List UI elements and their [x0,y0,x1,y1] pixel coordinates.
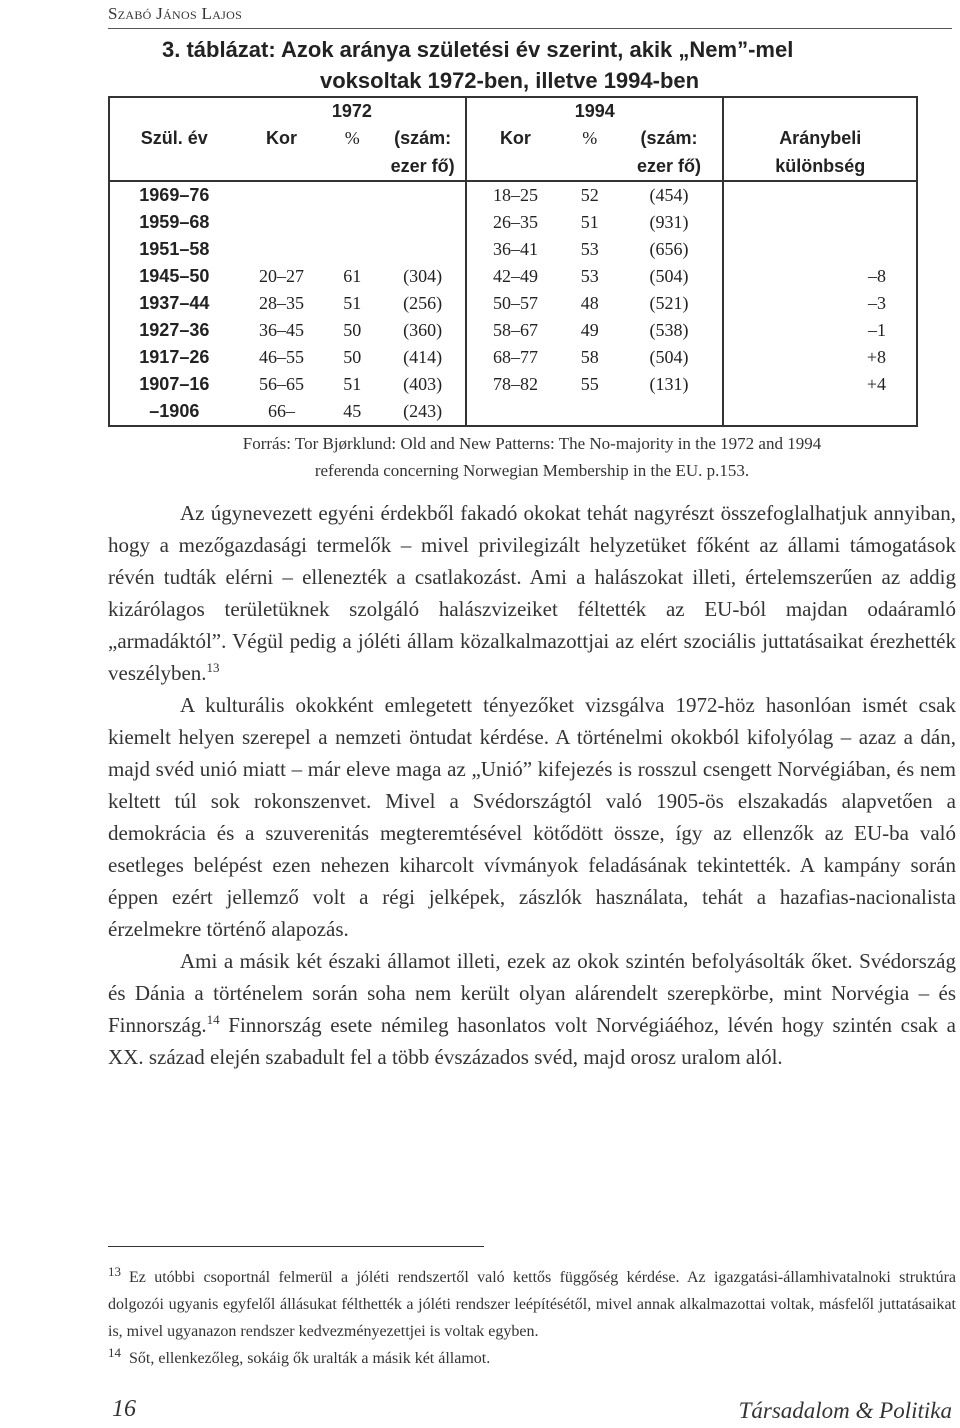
cell-diff [723,398,917,426]
paragraph-3-text-a: Ami a másik két északi államot illeti, ezek az okok szintén befolyásolták őket. Svédország és Dánia a történelem során soha nem került olyan alárendelt szerepkörbe, mint Norvégia – és Finnország. [108,949,956,1037]
table-row [109,344,917,371]
cell-n94: (931) [649,212,689,232]
cell-n72: (304) [403,266,443,286]
table-title-line-1: 3. táblázat: Azok aránya születési év szerint, akik „Nem”-mel [162,37,794,62]
cell-pct94: 49 [580,320,599,340]
cell-age94: 78–82 [466,371,564,398]
cell-pct72 [324,209,380,236]
cell-n94: (656) [649,239,689,259]
cell-pct94: 48 [580,293,599,313]
table-group-header [109,97,917,125]
group-header-1972: 1972 [331,101,372,122]
cell-n72: (403) [403,374,443,394]
cell-n94: (538) [649,320,689,340]
cell-pct72: 51 [343,374,362,394]
cell-pct94: 53 [580,266,599,286]
cell-year: 1937–44 [139,293,210,313]
cell-year: 1945–50 [139,266,210,286]
table-row [109,236,917,263]
cell-year: 1959–68 [139,212,210,232]
cell-pct94: 55 [580,374,599,394]
cell-age72: 28–35 [259,293,305,313]
header-count-1994: (szám: [640,128,698,149]
table-row [109,263,917,290]
cell-diff: +8 [723,344,917,371]
source-line-2: referenda concerning Norwegian Membership in the EU. p.153. [314,461,750,480]
cell-age94: 36–41 [466,236,564,263]
paragraph-3-text-b: Finnország esete némileg hasonlatos volt Norvégiáéhoz, lévén hogy szintén csak a XX. század elején szabadult fel a több évszázados svéd, majd orosz uralom alól. [108,1013,956,1069]
source-line-1: Forrás: Tor Bjørklund: Old and New Patterns: The No-majority in the 1972 and 1994 [242,434,822,453]
cell-age72 [239,181,325,209]
cell-n94: (521) [649,293,689,313]
header-diff-line-1: Aránybeli [779,128,862,148]
cell-age94: 42–49 [466,263,564,290]
paragraph [108,497,956,689]
footnote-ref-14[interactable]: 14 [206,1012,220,1027]
journal-name: Társadalom & Politika [738,1398,952,1423]
cell-diff: –1 [723,317,917,344]
paragraph [108,945,956,1073]
cell-n94: (131) [649,374,689,394]
table-row [109,181,917,209]
cell-n72: (243) [403,401,443,421]
paragraph-1-text: Az úgynevezett egyéni érdekből fakadó okokat tehát nagyrészt összefoglalhatjuk annyiban, hogy a mezőgazdasági termelők – mivel privilegizált helyzetüket főként az állami támogatások révén tudták elérni – ellenezték a csatlakozást. Ami a halászokat illeti, értelemszerűen az addig kizárólagos területüknek szolgáló halászvizeiket féltették az EU-ból majdan odaáramló „armadáktól”. Végül pedig a jóléti állam közalkalmazottjai az elért szociális juttatásaikat érezhették veszélyben. [108,501,956,685]
footnotes [108,1264,956,1372]
table-row [109,317,917,344]
table-row [109,398,917,426]
cell-n72 [380,236,466,263]
running-head: Szabó János Lajos [108,4,243,23]
cell-pct72: 50 [343,320,362,340]
footnote-13 [108,1264,956,1345]
cell-age94: 68–77 [466,344,564,371]
cell-year: 1951–58 [139,239,210,259]
cell-age94: 18–25 [466,181,564,209]
header-count-1994-unit: ezer fő) [616,153,724,181]
cell-age72: 20–27 [259,266,305,286]
header-count-1972: (szám: [394,128,452,149]
cell-year: –1906 [149,401,200,421]
table-source [108,430,956,484]
group-header-1994: 1994 [466,97,723,125]
cell-n72 [380,209,466,236]
cell-diff: +4 [723,371,917,398]
cell-age72 [239,236,325,263]
header-count-1972-unit: ezer fő) [380,153,466,181]
cell-year: 1969–76 [139,185,210,205]
header-rule [108,28,952,29]
cell-pct72: 51 [343,293,362,313]
footnote-ref-13[interactable]: 13 [206,660,220,675]
paragraph-2-text: A kulturális okokként emlegetett tényezőket vizsgálva 1972-höz hasonlóan ismét csak kiemelt helyen szerepel a nemzeti öntudat kérdése. A történelmi okokból kifolyólag – azaz a dán, majd svéd unió miatt – már eleve maga az „Unió” kifejezés is rosszul csengett Norvégiában, és nem keltett túl sok rokonszenvet. Mivel a Svédországtól való 1905-ös elszakadás alapvetően a demokrácia és a szuverenitás megteremtésével kötődött össze, így az ellenzők az EU-ba való esetleges belépést ezen nehezen kiharcolt vívmányok feladásának tekintették. A kampány során éppen ezért jellemző volt a régi jelképek, zászlók használata, tehát a hazafias-nacionalista érzelmekre történő alapozás. [108,693,956,941]
cell-n72 [380,181,466,209]
header-pct-1994: % [582,128,598,149]
cell-age94: 50–57 [466,290,564,317]
cell-age72: 46–55 [259,347,305,367]
cell-age72: 56–65 [259,374,305,394]
table-title-line-2: voksoltak 1972-ben, illetve 1994-ben [320,68,700,93]
table-title [108,34,956,96]
cell-age94: 26–35 [466,209,564,236]
cell-n94: (504) [649,347,689,367]
footnote-14 [108,1345,956,1372]
footnote-number: 13 [108,1263,121,1279]
cell-diff: –3 [723,290,917,317]
cell-pct72: 61 [343,266,362,286]
table-row [109,290,917,317]
cell-age94: 58–67 [466,317,564,344]
cell-pct94: 51 [580,212,599,232]
cell-diff [723,236,917,263]
table-row [109,371,917,398]
cell-year: 1927–36 [139,320,210,340]
cell-pct94: 58 [580,347,599,367]
cell-pct72 [324,236,380,263]
header-pct-1972: % [344,128,360,149]
header-age-1994: Kor [466,125,564,152]
cell-n94: (454) [649,185,689,205]
cell-year: 1907–16 [139,374,210,394]
cell-n72: (256) [403,293,443,313]
cell-pct94 [564,398,616,426]
cell-pct72: 50 [343,347,362,367]
cell-diff [723,181,917,209]
cell-pct72 [324,181,380,209]
page-number: 16 [112,1396,136,1422]
cell-age94 [466,398,564,426]
header-age-1972: Kor [266,128,298,149]
data-table [108,96,918,427]
cell-age72 [239,209,325,236]
cell-n72: (414) [403,347,443,367]
footnote-text: Ez utóbbi csoportnál felmerül a jóléti rendszertől való kettős függőség kérdése. Az igazgatási-államhivatalnoki struktúra dolgozói ugyanis egyfelől állásukat félthették a jóléti rendszer leépítésétől, mivel annak alkalmazottai voltak, másfelől juttatásaikat is, mivel ugyanazon rendszer kedvezményezettjei is voltak egyben. [108,1269,956,1340]
header-diff [723,97,917,181]
paragraph [108,689,956,945]
cell-pct94: 53 [580,239,599,259]
cell-age72: 66– [268,401,296,421]
header-year: Szül. év [140,128,208,149]
cell-n72: (360) [403,320,443,340]
cell-diff [723,209,917,236]
cell-diff: –8 [723,263,917,290]
header-diff-line-2: különbség [775,156,866,176]
footnote-text: Sőt, ellenkezőleg, sokáig ők uralták a másik két államot. [129,1350,491,1367]
body-text [108,497,956,1073]
footnote-number: 14 [108,1344,121,1360]
cell-n94: (504) [649,266,689,286]
cell-pct94: 52 [580,185,599,205]
cell-pct72: 45 [343,401,362,421]
footnote-rule [108,1246,484,1247]
cell-year: 1917–26 [139,347,210,367]
cell-n94 [616,398,724,426]
table-row [109,209,917,236]
cell-age72: 36–45 [259,320,305,340]
